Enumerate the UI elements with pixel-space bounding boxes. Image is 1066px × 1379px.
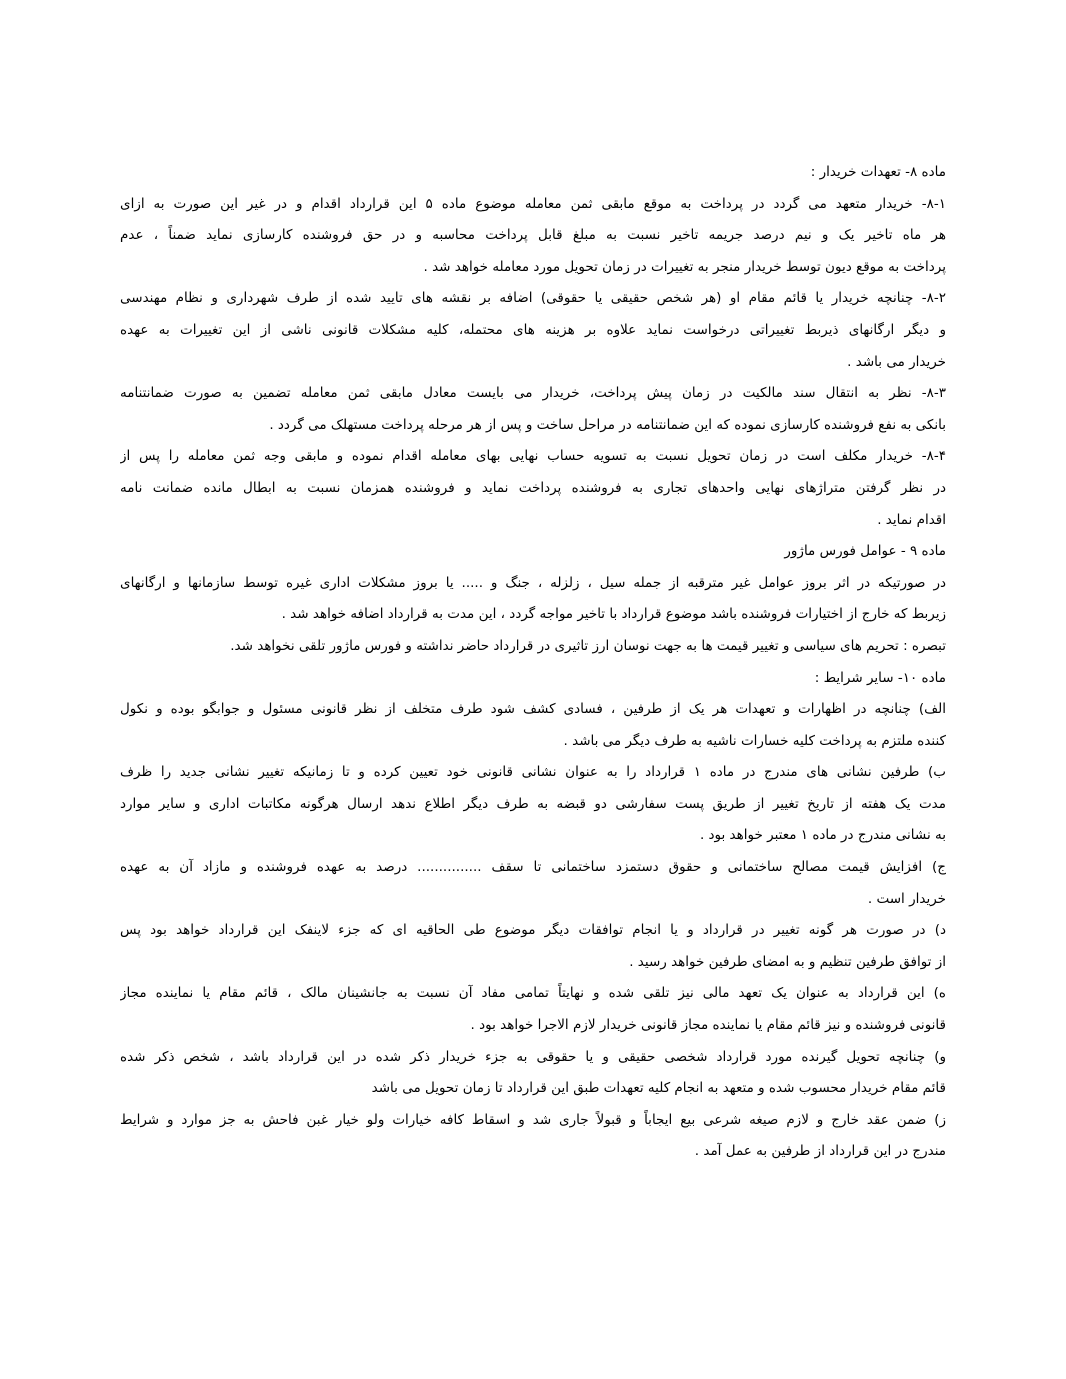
text-line: الف) چنانچه در اظهارات و تعهدات هر یک از طرفین ، فسادی کشف شود طرف متخلف از نظر قانونی مسئول و جوابگو بوده و نکول <box>120 701 946 718</box>
text-line: تبصره : تحریم های سیاسی و تغییر قیمت ها به جهت نوسان ارز تاثیری در قرارداد حاضر نداشته و فورس ماژور تلقی نخواهد شد. <box>230 637 946 654</box>
text-line: هر ماه تاخیر یک و نیم درصد جریمه تاخیر نسبت به مبلغ قابل پرداخت محاسبه و در حق فروشنده کارسازی نماید ضمناً ، عدم <box>120 227 946 244</box>
text-line: ب) طرفین نشانی های مندرج در ماده ۱ قرارداد را به عنوان نشانی قانونی خود تعیین کرده و تا زمانیکه تغییر نشانی جدید را ظرف <box>120 764 946 781</box>
text-line: ۸-۳- نظر به انتقال سند مالکیت در زمان پیش پرداخت، خریدار می بایست معادل مابقی ثمن معامله تضمین به صورت ضمانتنامه <box>120 385 946 402</box>
text-line: از توافق طرفین تنظیم و به امضای طرفین خواهد رسید . <box>629 953 946 970</box>
text-line: و) چنانچه تحویل گیرنده مورد قرارداد شخصی حقیقی و یا حقوقی به جزء خریدار ذکر شده در این قرارداد باشد ، شخص ذکر شده <box>120 1048 946 1065</box>
text-line: قائم مقام خریدار محسوب شده و متعهد به انجام کلیه تعهدات طبق این قرارداد تا زمان تحویل می باشد <box>371 1080 946 1097</box>
text-line: خریدار است . <box>867 890 946 907</box>
text-line: ماده ۹ - عوامل فورس ماژور <box>784 543 946 560</box>
text-line: زیربط که خارج از اختیارات فروشنده باشد موضوع قرارداد با تاخیر مواجه گردد ، این مدت به قرارداد اضافه خواهد شد . <box>281 606 946 623</box>
text-line: ۸-۴- خریدار مکلف است در زمان تحویل نسبت به تسویه حساب نهایی بهای معامله اقدام نموده و مابقی وجه ثمن معامله را پس از <box>120 448 946 465</box>
text-line: ۸-۲- چنانچه خریدار یا قائم مقام او (هر شخص حقیقی یا حقوقی) اضافه بر نقشه های تایید شده از طرف شهرداری و نظام مهندسی <box>120 290 946 307</box>
text-line: در صورتیکه در اثر بروز عوامل غیر مترقبه از جمله سیل ، زلزله ، جنگ و ..... یا بروز مشکلات اداری غیره توسط سازمانها و ارگانهای <box>120 574 946 591</box>
text-line: در نظر گرفتن متراژهای نهایی واحدهای تجاری به فروشنده پرداخت نماید و فروشنده همزمان نسبت به ابطال مانده ضمانت نامه <box>120 479 946 496</box>
text-line: به نشانی مندرج در ماده ۱ معتبر خواهد بود . <box>699 827 946 844</box>
text-line: مدت یک هفته از تاریخ تغییر از طریق پست سفارشی دو قبضه به طرف دیگر اطلاع ندهد ارسال هرگونه مکاتبات اداری و سایر موارد <box>120 795 946 812</box>
text-line: اقدام نماید . <box>877 511 946 528</box>
contract-page <box>120 157 946 1168</box>
text-line: ز) ضمن عقد خارج و لازم صیغه شرعی بیع ایجاباً و قبولاً جاری شد و اسقاط کافه خیارات ولو خیار غبن فاحش به جز موارد و شرایط <box>120 1111 946 1128</box>
text-line: مندرج در این قرارداد از طرفین به عمل آمد . <box>694 1143 946 1160</box>
text-line: قانونی فروشنده و نیز قائم مقام یا نماینده مجاز قانونی خریدار لازم الاجرا خواهد بود . <box>470 1017 946 1034</box>
text-line: ه) این قرارداد به عنوان یک تعهد مالی نیز تلقی شده و نهایتاً تمامی مفاد آن نسبت به جانشینان مالک ، قائم مقام یا نماینده مجاز <box>120 985 946 1002</box>
text-line: کننده ملتزم به پرداخت کلیه خسارات ناشیه به طرف دیگر می باشد . <box>563 732 946 749</box>
text-line: پرداخت به موقع دیون توسط خریدار منجر به تغییرات در زمان تحویل مورد معامله خواهد شد . <box>423 258 946 275</box>
text-line: خریدار می باشد . <box>847 353 946 370</box>
text-line: ج) افزایش قیمت مصالح ساختمانی و حقوق دستمزد ساختمانی تا سقف ............... درصد به عهده فروشنده و مازاد آن به عهده <box>120 859 946 876</box>
text-line: بانکی به نفع فروشنده کارسازی نموده که این ضمانتنامه در مراحل ساخت و پس از هر مرحله پرداخت مستهلک می گردد . <box>269 416 946 433</box>
text-line: د) در صورت هر گونه تغییر در قرارداد و یا انجام توافقات دیگر موضوع طی الحاقیه ای که جزء لاینفک این قرارداد خواهد بود پس <box>120 922 946 939</box>
text-line: ماده ۱۰- سایر شرایط : <box>814 669 946 686</box>
text-line: و دیگر ارگانهای ذیربط تغییراتی درخواست نماید علاوه بر هزینه های محتمله، کلیه مشکلات قانونی ناشی از این تغییرات به عهده <box>120 321 946 338</box>
text-line: ۸-۱- خریدار متعهد می گردد در پرداخت به موقع مابقی ثمن معامله موضوع ماده ۵ این قرارداد اقدام و در غیر این صورت به ازای <box>120 195 946 212</box>
text-line: ماده ۸- تعهدات خریدار : <box>810 164 946 180</box>
